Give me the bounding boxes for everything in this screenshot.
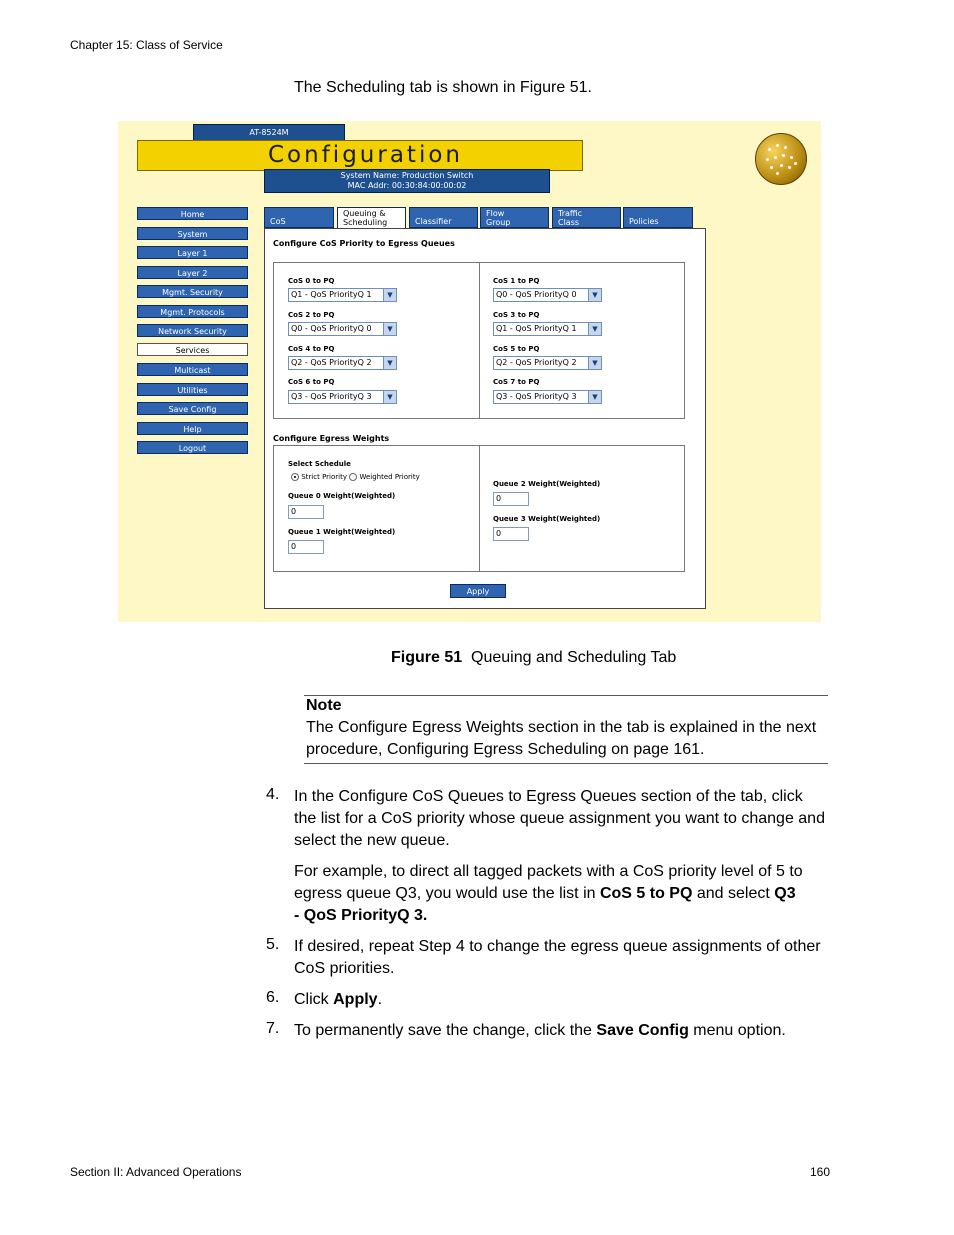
example-bold-cos5: CoS 5 to PQ	[599, 885, 693, 902]
cos5-label: CoS 5 to PQ	[493, 345, 540, 353]
chevron-down-icon: ▼	[383, 357, 396, 369]
tab-queuing-scheduling[interactable]	[337, 207, 406, 229]
nav-mgmt-protocols[interactable]: Mgmt. Protocols	[137, 305, 248, 318]
figure-label: Figure 51	[391, 649, 463, 666]
cos3-label: CoS 3 to PQ	[493, 311, 540, 319]
tab-cos[interactable]	[264, 207, 334, 228]
queue3-weight-label: Queue 3 Weight(Weighted)	[493, 515, 601, 523]
step-5-number: 5.	[266, 936, 280, 953]
note-title: Note	[306, 697, 342, 714]
cos4-label: CoS 4 to PQ	[288, 345, 335, 353]
weighted-priority-radio[interactable]	[349, 473, 357, 481]
queue1-weight-label: Queue 1 Weight(Weighted)	[288, 528, 396, 536]
step-6-text	[294, 989, 829, 1011]
example-text-mid: and select	[692, 885, 775, 902]
queue2-weight-input[interactable]: 0	[493, 492, 529, 506]
cos2-value: Q0 - QoS PriorityQ 0	[291, 324, 372, 333]
cos6-value: Q3 - QoS PriorityQ 3	[291, 392, 372, 401]
egress-weights-box	[273, 445, 685, 572]
nav-multicast[interactable]: Multicast	[137, 363, 248, 376]
banner-title: Configuration	[268, 142, 463, 168]
cos5-select[interactable]	[493, 356, 602, 370]
step-6-post: .	[377, 991, 383, 1008]
chevron-down-icon: ▼	[588, 323, 601, 335]
step-7-bold: Save Config	[596, 1022, 689, 1039]
tab-policies-label: Policies	[629, 217, 659, 226]
nav-network-security[interactable]: Network Security	[137, 324, 248, 337]
cos2-label: CoS 2 to PQ	[288, 311, 335, 319]
strict-priority-radio[interactable]	[291, 473, 299, 481]
cos4-value: Q2 - QoS PriorityQ 2	[291, 358, 372, 367]
cos-mapping-box	[273, 262, 685, 419]
nav-home[interactable]: Home	[137, 207, 248, 220]
tab-flow-group-label: Flow Group	[486, 209, 511, 227]
tab-cos-label: CoS	[270, 217, 286, 226]
system-name: System Name: Production Switch	[340, 171, 474, 180]
nav-services[interactable]: Services	[137, 343, 248, 356]
chevron-down-icon: ▼	[588, 357, 601, 369]
note-body: The Configure Egress Weights section in the tab is explained in the next procedure, Configuring Egress Scheduling on page 161.	[306, 719, 817, 758]
schedule-radio-group	[291, 473, 420, 481]
step-7-post: menu option.	[688, 1022, 786, 1039]
step-4-example	[294, 861, 804, 927]
figure-screenshot	[118, 121, 821, 622]
nav-layer1[interactable]: Layer 1	[137, 246, 248, 259]
tab-traffic-class[interactable]	[552, 207, 621, 228]
chevron-down-icon: ▼	[383, 289, 396, 301]
chevron-down-icon: ▼	[383, 323, 396, 335]
cos2-select[interactable]	[288, 322, 397, 336]
nav-layer2[interactable]: Layer 2	[137, 266, 248, 279]
queue0-weight-label: Queue 0 Weight(Weighted)	[288, 492, 396, 500]
weighted-priority-label: Weighted Priority	[359, 473, 420, 481]
example-bold-q3: Q3 - QoS PriorityQ 3.	[294, 885, 796, 924]
cos6-select[interactable]	[288, 390, 397, 404]
chevron-down-icon: ▼	[588, 391, 601, 403]
cos1-label: CoS 1 to PQ	[493, 277, 540, 285]
nav-system[interactable]: System	[137, 227, 248, 240]
queue3-weight-input[interactable]: 0	[493, 527, 529, 541]
strict-priority-label: Strict Priority	[301, 473, 347, 481]
step-4-text: In the Configure CoS Queues to Egress Queues section of the tab, click the list for a CoS priority whose queue assignment you want to change and select the new queue.	[294, 788, 825, 849]
device-model-label: AT-8524M	[193, 124, 345, 141]
cos7-select[interactable]	[493, 390, 602, 404]
tab-traffic-class-label: Traffic Class	[558, 209, 583, 227]
footer-section: Section II: Advanced Operations	[70, 1165, 242, 1179]
step-6-bold: Apply	[333, 991, 378, 1008]
tab-panel	[264, 228, 706, 609]
note-bottom-rule	[304, 763, 828, 764]
cos4-select[interactable]	[288, 356, 397, 370]
cos-section-title: Configure CoS Priority to Egress Queues	[273, 239, 455, 248]
queue2-weight-label: Queue 2 Weight(Weighted)	[493, 480, 601, 488]
apply-button[interactable]: Apply	[450, 584, 506, 598]
step-6-number: 6.	[266, 989, 280, 1006]
nav-logout[interactable]: Logout	[137, 441, 248, 454]
globe-logo-icon	[755, 133, 807, 185]
nav-mgmt-security[interactable]: Mgmt. Security	[137, 285, 248, 298]
tab-queuing-label: Queuing & Scheduling	[343, 209, 388, 227]
example-text: For example, to direct all tagged packets with a CoS priority level of 5 to egress queue Q3, you would use the list in	[294, 863, 803, 902]
egress-box-divider	[479, 446, 480, 571]
nav-save-config[interactable]: Save Config	[137, 402, 248, 415]
cos7-label: CoS 7 to PQ	[493, 378, 540, 386]
tab-classifier-label: Classifier	[415, 217, 452, 226]
mac-address: MAC Addr: 00:30:84:00:00:02	[347, 181, 467, 190]
chevron-down-icon: ▼	[588, 289, 601, 301]
cos6-label: CoS 6 to PQ	[288, 378, 335, 386]
cos0-value: Q1 - QoS PriorityQ 1	[291, 290, 372, 299]
cos3-value: Q1 - QoS PriorityQ 1	[496, 324, 577, 333]
note-top-rule	[304, 695, 828, 696]
step-4-number: 4.	[266, 786, 280, 803]
queue0-weight-input[interactable]: 0	[288, 505, 324, 519]
cos3-select[interactable]	[493, 322, 602, 336]
cos7-value: Q3 - QoS PriorityQ 3	[496, 392, 577, 401]
queue1-weight-input[interactable]: 0	[288, 540, 324, 554]
cos5-value: Q2 - QoS PriorityQ 2	[496, 358, 577, 367]
step-5-text: If desired, repeat Step 4 to change the egress queue assignments of other CoS priorities.	[294, 938, 821, 977]
step-7-number: 7.	[266, 1020, 280, 1037]
figure-caption-text: Queuing and Scheduling Tab	[471, 649, 677, 666]
step-7-pre: To permanently save the change, click the	[294, 1022, 597, 1039]
select-schedule-label: Select Schedule	[288, 460, 351, 468]
cos-box-divider	[479, 263, 480, 418]
page-header: Chapter 15: Class of Service	[70, 38, 223, 52]
step-6-pre: Click	[294, 991, 334, 1008]
step-7-text	[294, 1020, 829, 1042]
tab-classifier[interactable]	[409, 207, 478, 228]
intro-text: The Scheduling tab is shown in Figure 51.	[294, 79, 592, 96]
system-info-box	[264, 169, 550, 193]
figure-caption	[391, 649, 676, 667]
egress-section-title: Configure Egress Weights	[273, 434, 390, 443]
footer-page-number: 160	[810, 1165, 831, 1179]
cos0-label: CoS 0 to PQ	[288, 277, 335, 285]
nav-utilities[interactable]: Utilities	[137, 383, 248, 396]
configuration-banner	[137, 140, 583, 171]
nav-help[interactable]: Help	[137, 422, 248, 435]
cos1-value: Q0 - QoS PriorityQ 0	[496, 290, 577, 299]
cos1-select[interactable]	[493, 288, 602, 302]
chevron-down-icon: ▼	[383, 391, 396, 403]
tab-flow-group[interactable]	[480, 207, 549, 228]
cos0-select[interactable]	[288, 288, 397, 302]
tab-policies[interactable]	[623, 207, 693, 228]
